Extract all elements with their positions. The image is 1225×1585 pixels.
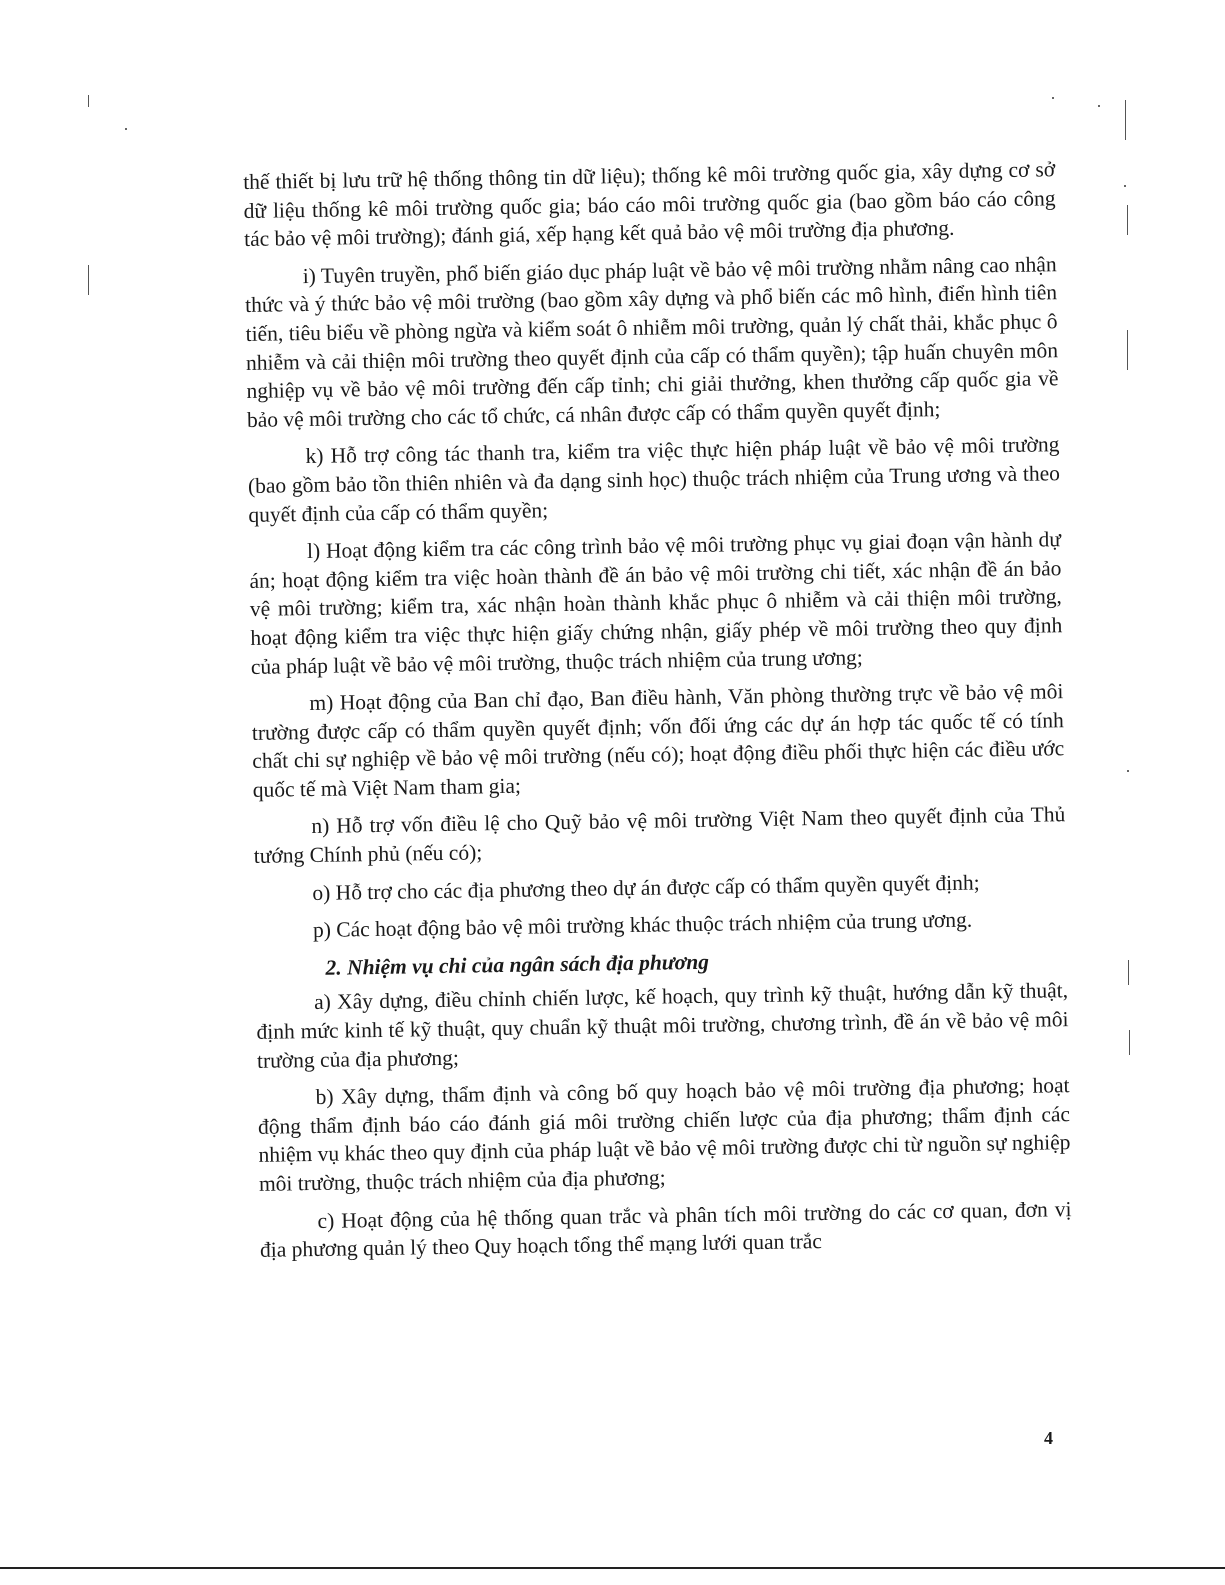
- paragraph-n: n) Hỗ trợ vốn điều lệ cho Quỹ bảo vệ môi trường Việt Nam theo quyết định của Thủ tướng Chính phủ (nếu có);: [253, 802, 1066, 868]
- scan-dot: [1127, 770, 1129, 772]
- paragraph-continuation: thế thiết bị lưu trữ hệ thống thông tin dữ liệu); thống kê môi trường quốc gia, xây dựng cơ sở dữ liệu thống kê môi trường quốc gia; báo cáo môi trường quốc gia (bao gồm báo cáo công tác bảo vệ môi trường); đánh giá, xếp hạng kết quả bảo vệ môi trường địa phương.: [243, 157, 1056, 252]
- scan-dot: [125, 128, 127, 130]
- scan-bottom-edge: [0, 1567, 1225, 1569]
- scan-mark-left: [88, 95, 89, 107]
- paragraph-p: p) Các hoạt động bảo vệ môi trường khác thuộc trách nhiệm của trung ương.: [312, 907, 973, 943]
- scan-dot: [1124, 185, 1126, 187]
- paragraph-i: i) Tuyên truyền, phổ biến giáo dục pháp luật về bảo vệ môi trường nhằm nâng cao nhận thức và ý thức bảo vệ môi trường (bao gồm xây dựng và phổ biến các mô hình, điển hình tiên tiến, tiêu biểu về phòng ngừa và kiểm soát ô nhiễm môi trường, quản lý chất thải, khắc phục ô nhiễm và cải thiện môi trường theo quyết định của cấp có thẩm quyền); tập huấn chuyên môn nghiệp vụ về bảo vệ môi trường đến cấp tỉnh; chi giải thưởng, khen thưởng cấp quốc gia về bảo vệ môi trường cho các tổ chức, cá nhân được cấp có thẩm quyền quyết định;: [244, 252, 1059, 432]
- scan-dot: [1052, 97, 1054, 99]
- document-body: [243, 155, 1072, 1273]
- scan-mark-right: [1129, 1030, 1130, 1055]
- paragraph-c: c) Hoạt động của hệ thống quan trắc và phân tích môi trường do các cơ quan, đơn vị địa phương quản lý theo Quy hoạch tổng thể mạng lưới quan trắc: [259, 1196, 1072, 1263]
- section-heading: 2. Nhiệm vụ chi của ngân sách địa phương: [325, 949, 710, 980]
- scan-mark-right: [1127, 330, 1128, 370]
- paragraph-b: b) Xây dựng, thẩm định và công bố quy hoạch bảo vệ môi trường địa phương; hoạt động thẩm định báo cáo đánh giá môi trường chiến lược của địa phương; thẩm định các nhiệm vụ khác theo quy định của pháp luật về bảo vệ môi trường được chi từ nguồn sự nghiệp môi trường, thuộc trách nhiệm của địa phương;: [257, 1073, 1071, 1196]
- scan-mark-right: [1125, 100, 1126, 140]
- scan-mark-left: [88, 265, 89, 295]
- scan-mark-right: [1127, 205, 1128, 235]
- page-number: 4: [1044, 1428, 1053, 1448]
- scan-dot: [1098, 105, 1100, 107]
- scan-mark-right: [1128, 960, 1129, 985]
- paragraph-l: l) Hoạt động kiểm tra các công trình bảo vệ môi trường phục vụ giai đoạn vận hành dự án; hoạt động kiểm tra việc hoàn thành đề án bảo vệ môi trường chi tiết, xác nhận đề án bảo vệ môi trường; kiểm tra, xác nhận hoàn thành khắc phục ô nhiễm và cải thiện môi trường, hoạt động kiểm tra việc thực hiện giấy chứng nhận, giấy phép về môi trường theo quy định của pháp luật về bảo vệ môi trường, thuộc trách nhiệm của trung ương;: [249, 527, 1063, 679]
- paragraph-o: o) Hỗ trợ cho các địa phương theo dự án được cấp có thẩm quyền quyết định;: [312, 870, 980, 905]
- paragraph-k: k) Hỗ trợ công tác thanh tra, kiểm tra việc thực hiện pháp luật về bảo vệ môi trường (bao gồm bảo tồn thiên nhiên và đa dạng sinh học) thuộc trách nhiệm của Trung ương và theo quyết định của cấp có thẩm quyền;: [247, 432, 1061, 527]
- paragraph-m: m) Hoạt động của Ban chỉ đạo, Ban điều hành, Văn phòng thường trực về bảo vệ môi trường được cấp có thẩm quyền quyết định; vốn đối ứng các dự án hợp tác quốc tế có tính chất chi sự nghiệp về bảo vệ môi trường (nếu có); hoạt động điều phối thực hiện các điều ước quốc tế mà Việt Nam tham gia;: [251, 679, 1065, 802]
- paragraph-a: a) Xây dựng, điều chỉnh chiến lược, kế hoạch, quy trình kỹ thuật, hướng dẫn kỹ thuật, định mức kinh tế kỹ thuật, quy chuẩn kỹ thuật môi trường, chương trình, đề án về bảo vệ môi trường của địa phương;: [256, 978, 1069, 1073]
